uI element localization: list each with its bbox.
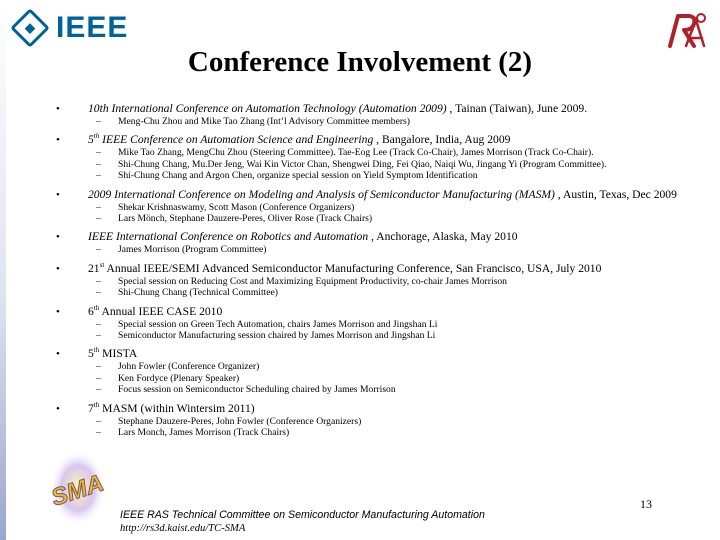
sub-item: – Special session on Reducing Cost and Maximizing Equipment Productivity, co-chair James Morrison [56, 276, 706, 287]
page-title: Conference Involvement (2) [187, 46, 533, 78]
conference-sub-list [56, 244, 706, 255]
conference-details: , Bangalore, India, Aug 2009 [373, 133, 511, 147]
conference-sub-list [56, 361, 706, 395]
sub-item: – Meng-Chu Zhou and Mike Tao Zhang (Int’l Advisory Committee members) [56, 116, 706, 127]
conference-title: IEEE International Conference on Robotics and Automation [88, 230, 369, 244]
sub-item: – Stephane Dauzere-Peres, John Fowler (Conference Organizers) [56, 416, 706, 427]
footer-url[interactable]: http://rs3d.kaist.edu/TC-SMA [120, 523, 246, 534]
ieee-diamond-icon: ◆ [10, 8, 50, 48]
conference-sub-list [56, 319, 706, 342]
ordinal-suffix: th [93, 132, 100, 141]
footer [120, 509, 485, 535]
sub-item: – Ken Fordyce (Plenary Speaker) [56, 373, 706, 384]
conference-item [56, 133, 706, 147]
conference-details: Annual IEEE/SEMI Advanced Semiconductor Manufacturing Conference, San Francisco, USA, July 2010 [104, 261, 602, 275]
conference-sub-list [56, 416, 706, 439]
sub-item: – Special session on Green Tech Automation, chairs James Morrison and Jingshan Li [56, 319, 706, 330]
conference-details: Annual IEEE CASE 2010 [99, 304, 223, 318]
ordinal-suffix: th [93, 400, 100, 409]
sub-item: – Lars Mönch, Stephane Dauzere-Peres, Oliver Rose (Track Chairs) [56, 213, 706, 224]
ieee-logo-text: IEEE [56, 11, 129, 44]
conference-item [56, 102, 706, 116]
sub-item: – Shekar Krishnaswamy, Scott Mason (Conference Organizers) [56, 202, 706, 213]
conference-details: , Anchorage, Alaska, May 2010 [368, 230, 518, 244]
ordinal-suffix: st [99, 260, 105, 269]
sidebar-gradient [0, 0, 6, 540]
sma-logo-icon [48, 448, 108, 528]
conference-details: , Tainan (Taiwan), June 2009. [446, 102, 588, 115]
conference-sub-list [56, 116, 706, 127]
footer-committee: IEEE RAS Technical Committee on Semiconductor Manufacturing Automation [120, 509, 485, 521]
conference-details: , Austin, Texas, Dec 2009 [554, 187, 677, 201]
ordinal-number: 21 [88, 261, 100, 275]
sub-item: – John Fowler (Conference Organizer) [56, 361, 706, 372]
conference-title: IEEE Conference on Automation Science and Engineering [99, 133, 374, 147]
ordinal-suffix: th [93, 303, 100, 312]
sma-logo-text: SMA [48, 469, 108, 512]
conference-item [56, 305, 706, 319]
ieee-logo [10, 8, 128, 48]
sub-item: – Shi-Chung Chang, Mu.Der Jeng, Wai Kin Victor Chan, Shengwei Ding, Fei Qiao, Naiqi Wu, Jingang Yi (Program Committee). [56, 159, 706, 170]
page-number: 13 [640, 497, 652, 511]
conference-list [56, 96, 706, 439]
sub-item: – Focus session on Semiconductor Scheduling chaired by James Morrison [56, 384, 706, 395]
sub-item: – Mike Tao Zhang, MengChu Zhou (Steering Committee). Tae-Eog Lee (Track Co-Chair), James Morrison (Track Co-Chair). [56, 147, 706, 158]
sub-item: – Semiconductor Manufacturing session chaired by James Morrison and Jingshan Li [56, 330, 706, 341]
conference-title: 2009 International Conference on Modeling and Analysis of Semiconductor Manufacturing (MASM) [88, 187, 555, 201]
conference-item [56, 347, 706, 361]
ordinal-suffix: th [93, 346, 100, 355]
ordinal-number: 6 [88, 304, 94, 318]
conference-item [56, 188, 706, 202]
ra-logo-icon [664, 10, 708, 50]
sub-item: – James Morrison (Program Committee) [56, 244, 706, 255]
sub-item: – Shi-Chung Chang and Argon Chen, organize special session on Yield Symptom Identification [56, 170, 706, 181]
sub-item: – Lars Monch, James Morrison (Track Chairs) [56, 427, 706, 438]
conference-details: MISTA [99, 347, 138, 361]
conference-item [56, 230, 706, 244]
conference-item [56, 262, 706, 276]
conference-sub-list [56, 276, 706, 299]
ordinal-number: 5 [88, 133, 94, 147]
sub-item: – Shi-Chung Chang (Technical Committee) [56, 287, 706, 298]
conference-sub-list [56, 202, 706, 225]
conference-details: MASM (within Wintersim 2011) [99, 401, 255, 415]
ordinal-number: 5 [88, 347, 94, 361]
ordinal-number: 7 [88, 401, 94, 415]
conference-item [56, 402, 706, 416]
conference-sub-list [56, 147, 706, 181]
conference-title: 10th International Conference on Automation Technology (Automation 2009) [88, 102, 447, 115]
